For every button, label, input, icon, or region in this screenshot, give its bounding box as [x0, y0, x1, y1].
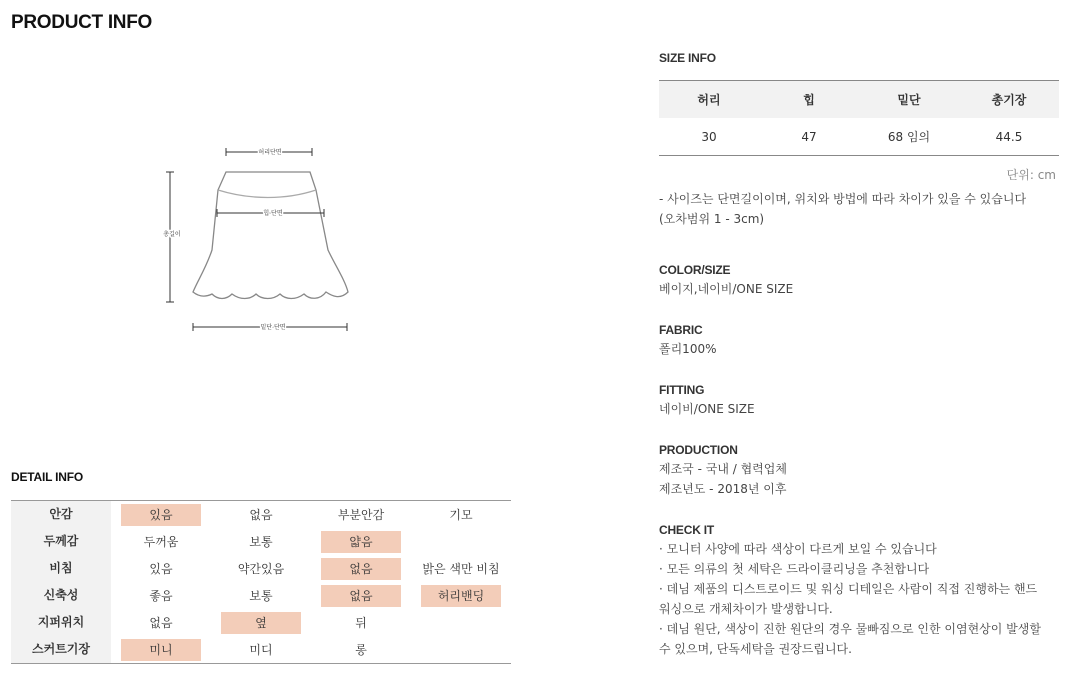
detail-option: 약간있음 — [237, 561, 285, 576]
fitting-value: 네이비/ONE SIZE — [659, 402, 755, 416]
detail-info-title: DETAIL INFO — [11, 470, 84, 484]
detail-label: 지퍼위치 — [11, 609, 111, 636]
size-header-cell: 총기장 — [991, 93, 1027, 107]
detail-option: 있음 — [149, 561, 173, 576]
production-title: PRODUCTION — [659, 443, 738, 457]
detail-option: 얇음 — [311, 528, 411, 555]
detail-option: 밝은 색만 비침 — [422, 561, 500, 576]
size-header-cell: 힙 — [803, 93, 815, 107]
check-it-line: · 모니터 사양에 따라 색상이 다르게 보일 수 있습니다 — [659, 542, 937, 556]
detail-option: 기모 — [449, 507, 473, 522]
detail-info-table — [11, 500, 511, 664]
fabric-title: FABRIC — [659, 323, 703, 337]
detail-option: 옆 — [211, 609, 311, 636]
check-it-line: · 데님 제품의 디스트로이드 및 워싱 디테일은 사람이 직접 진행하는 핸드 — [659, 582, 1038, 596]
size-table — [659, 80, 1059, 156]
detail-label: 비침 — [11, 555, 111, 582]
detail-option: 없음 — [311, 582, 411, 609]
production-line: 제조년도 - 2018년 이후 — [659, 482, 787, 496]
detail-option: 없음 — [149, 615, 173, 630]
size-value-cell: 68 임의 — [887, 130, 931, 144]
hem-label: 밑단 단면 — [260, 324, 286, 331]
size-table-row — [659, 118, 1059, 155]
detail-label: 신축성 — [11, 582, 111, 609]
detail-option: 두꺼움 — [143, 534, 179, 549]
waist-label: 허리단면 — [258, 149, 282, 156]
size-value-cell: 47 — [801, 129, 817, 144]
detail-option — [411, 636, 511, 663]
detail-option — [411, 528, 511, 555]
detail-label: 두께감 — [11, 528, 111, 555]
length-label: 총길이 — [163, 231, 181, 238]
check-it-line: 워싱으로 개체차이가 발생합니다. — [659, 602, 833, 616]
detail-row-elasticity — [11, 582, 511, 609]
detail-option: 보통 — [249, 588, 273, 603]
size-note-line: (오차범위 1 - 3cm) — [659, 212, 765, 226]
detail-option: 좋음 — [149, 588, 173, 603]
hip-label: 힙 단면 — [263, 210, 283, 217]
size-value-cell: 44.5 — [995, 129, 1023, 144]
detail-option: 없음 — [311, 555, 411, 582]
detail-option: 뒤 — [355, 615, 367, 630]
detail-row-skirt-length — [11, 636, 511, 663]
size-info-title: SIZE INFO — [659, 51, 716, 65]
check-it-line: · 모든 의류의 첫 세탁은 드라이클리닝을 추천합니다 — [659, 562, 930, 576]
check-it-line: 수 있으며, 단독세탁을 권장드립니다. — [659, 642, 852, 656]
check-it-title: CHECK IT — [659, 523, 715, 537]
fitting-title: FITTING — [659, 383, 705, 397]
check-it-line: · 데님 원단, 색상이 진한 원단의 경우 물빠짐으로 인한 이염현상이 발생할 — [659, 622, 1041, 636]
skirt-outline — [193, 172, 348, 299]
skirt-measurement-diagram — [160, 140, 360, 340]
size-unit: 단위: cm — [1006, 168, 1056, 182]
production-line: 제조국 - 국내 / 협력업체 — [659, 462, 787, 476]
fabric-value: 폴리100% — [659, 342, 717, 356]
size-table-header — [659, 81, 1059, 118]
detail-option: 롱 — [355, 642, 367, 657]
detail-label: 스커트기장 — [11, 636, 111, 663]
size-note-line: - 사이즈는 단면길이이며, 위치와 방법에 따라 차이가 있을 수 있습니다 — [659, 192, 1027, 206]
detail-option: 있음 — [111, 501, 211, 528]
detail-row-zipper — [11, 609, 511, 636]
detail-row-thickness — [11, 528, 511, 555]
detail-label: 안감 — [11, 501, 111, 528]
size-header-cell: 밑단 — [897, 93, 921, 107]
detail-row-lining — [11, 501, 511, 528]
size-header-cell: 허리 — [697, 93, 721, 107]
detail-option: 보통 — [249, 534, 273, 549]
color-size-value: 베이지,네이비/ONE SIZE — [659, 282, 794, 296]
detail-option: 부분안감 — [337, 507, 385, 522]
color-size-title: COLOR/SIZE — [659, 263, 731, 277]
page-title: PRODUCT INFO — [11, 12, 153, 33]
detail-option: 허리밴딩 — [411, 582, 511, 609]
detail-option: 미디 — [249, 642, 273, 657]
detail-option: 미니 — [111, 636, 211, 663]
detail-option — [411, 609, 511, 636]
detail-option: 없음 — [249, 507, 273, 522]
size-value-cell: 30 — [701, 129, 717, 144]
detail-row-transparency — [11, 555, 511, 582]
